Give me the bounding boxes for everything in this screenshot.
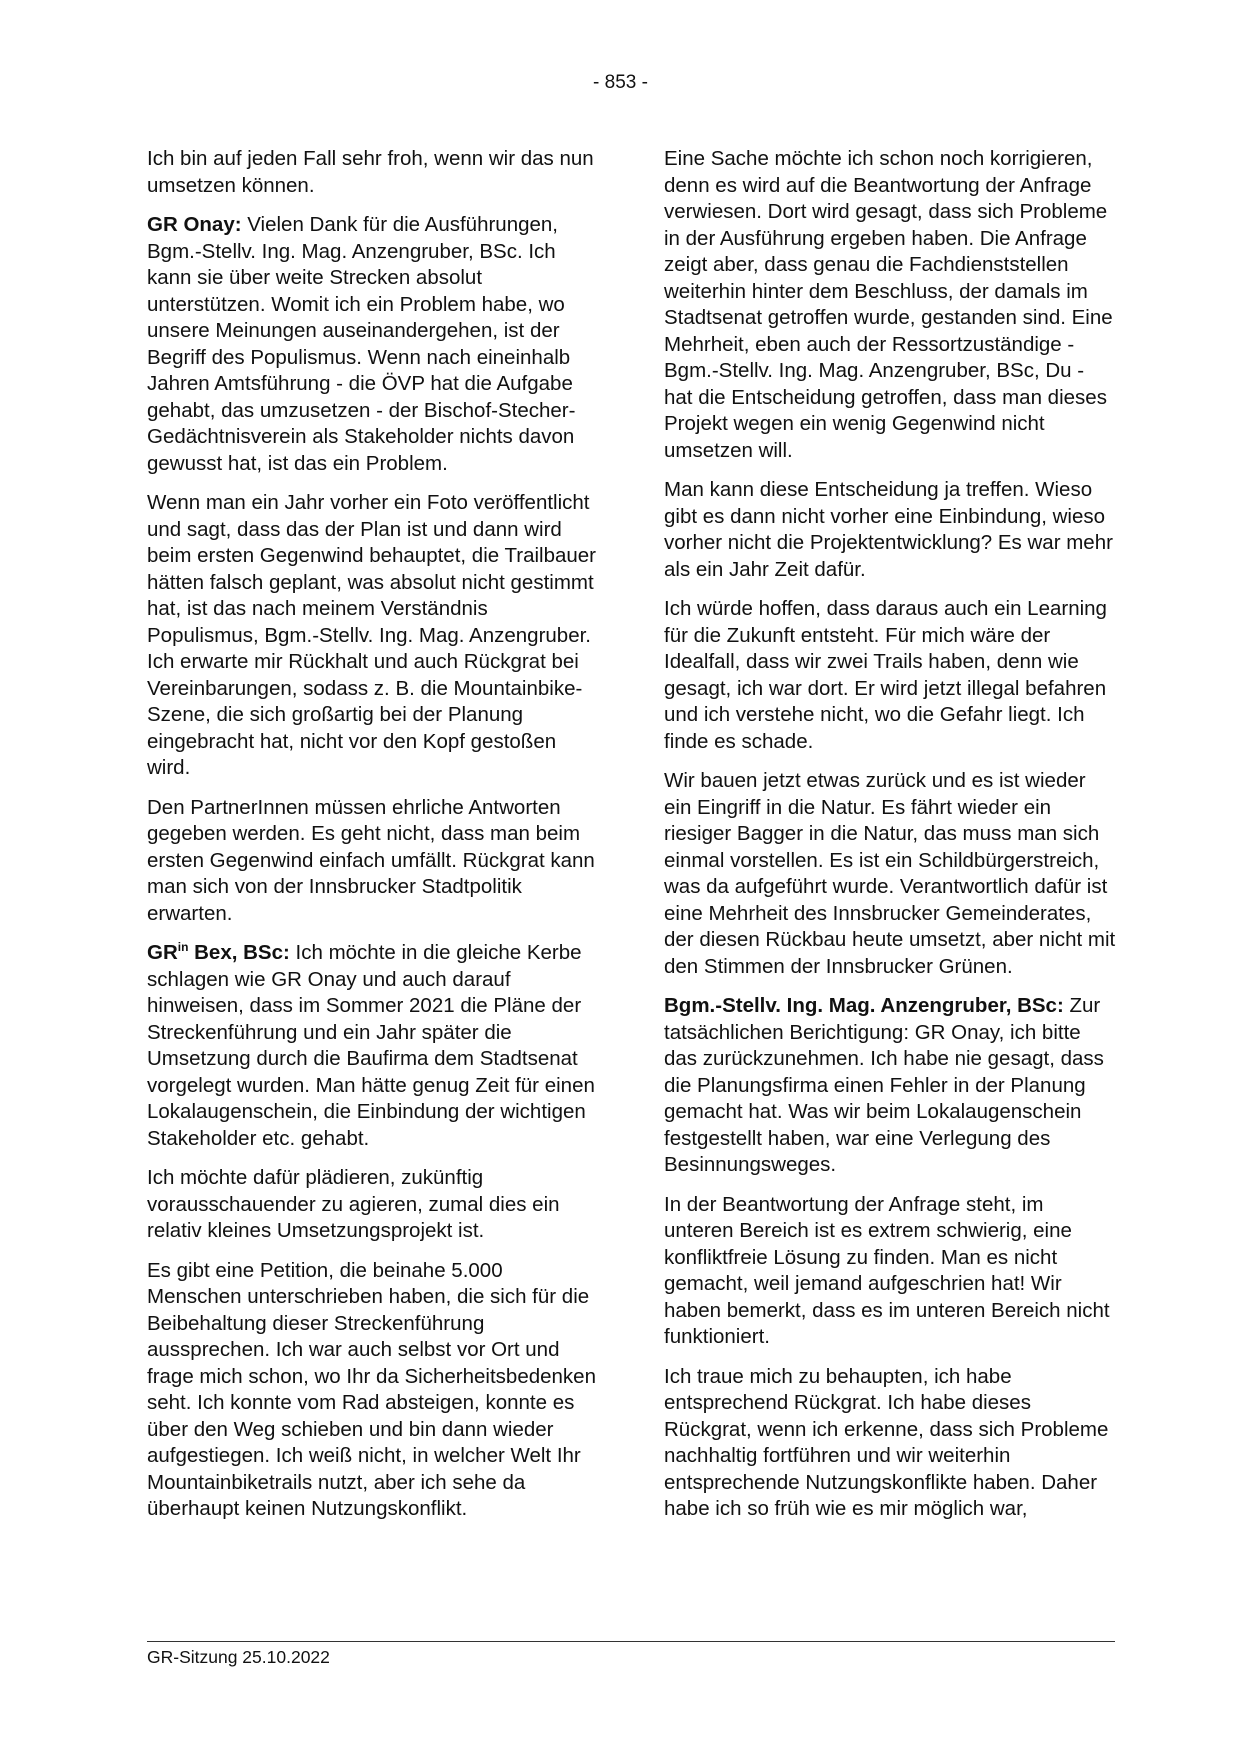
speaker-name: Bgm.-Stellv. Ing. Mag. Anzengruber, BSc:: [664, 994, 1064, 1017]
paragraph: Ich würde hoffen, dass daraus auch ein Learning für die Zukunft entsteht. Für mich wäre der Idealfall, dass wir zwei Trails haben, denn wie gesagt, ich war dort. Er wird jetzt illegal befahren und ich verstehe nicht, wo die Gefahr liegt. Ich finde es schade.: [664, 597, 1107, 753]
paragraph: In der Beantwortung der Anfrage steht, im unteren Bereich ist es extrem schwierig, eine konfliktfreie Lösung zu finden. Man es nicht gemacht, weil jemand aufgeschrien hat! Wir haben bemerkt, dass es im unteren Bereich nicht funktioniert.: [664, 1192, 1110, 1348]
paragraph: Eine Sache möchte ich schon noch korrigieren, denn es wird auf die Beantwortung der Anfrage verwiesen. Dort wird gesagt, dass sich Probleme in der Ausführung ergeben haben. Die Anfrage zeigt aber, dass genau die Fachdienststellen weiterhin hinter dem Beschluss, der damals im Stadtsenat getroffen wurde, gestanden sind. Eine Mehrheit, eben auch der Ressortzuständige - Bgm.-Stellv. Ing. Mag. Anzengruber, BSc, Du - hat die Entscheidung getroffen, dass man dieses Projekt wegen ein wenig Gegenwind nicht umsetzen will.: [664, 147, 1113, 462]
paragraph: Bgm.-Stellv. Ing. Mag. Anzengruber, BSc: Zur tatsächlichen Berichtigung: GR Onay, ich bitte das zurückzunehmen. Ich habe nie gesagt, dass die Planungsfirma einen Fehler in der Planung gemacht hat. Was wir beim Lokalaugenschein festgestellt haben, war eine Verlegung des Besinnungsweges.: [664, 994, 1104, 1176]
page-number: - 853 -: [593, 72, 648, 93]
paragraph: $GR^{in}$ Bex, BSc: Ich möchte in die gleiche Kerbe schlagen wie GR Onay und auch darauf hinweisen, dass im Sommer 2021 die Pläne der Streckenführung und ein Jahr später die Umsetzung durch die Baufirma dem Stadtsenat vorgelegt wurden. Man hätte genug Zeit für einen Lokalaugenschein, die Einbindung der wichtigen Stakeholder etc. gehabt.: [147, 940, 595, 1150]
paragraph: Ich bin auf jeden Fall sehr froh, wenn wir das nun umsetzen können.: [147, 147, 594, 197]
speaker-name: GR Onay:: [147, 213, 242, 236]
paragraph: Es gibt eine Petition, die beinahe 5.000 Menschen unterschrieben haben, die sich für die Beibehaltung dieser Streckenführung aussprechen. Ich war auch selbst vor Ort und frage mich schon, wo Ihr da Sicherheitsbedenken seht. Ich konnte vom Rad absteigen, konnte es über den Weg schieben und bin dann wieder aufgestiegen. Ich weiß nicht, in welcher Welt Ihr Mountainbiketrails nutzt, aber ich sehe da überhaupt keinen Nutzungskonflikt.: [147, 1258, 596, 1520]
right-column: [664, 146, 1116, 1523]
paragraph: Ich möchte dafür plädieren, zukünftig vorausschauender zu agieren, zumal dies ein relativ kleines Umsetzungsprojekt ist.: [147, 1166, 560, 1242]
paragraph: Man kann diese Entscheidung ja treffen. Wieso gibt es dann nicht vorher eine Einbindung, wieso vorher nicht die Projektentwicklung? Es war mehr als ein Jahr Zeit dafür.: [664, 478, 1113, 581]
paragraph: GR Onay: Vielen Dank für die Ausführungen, Bgm.-Stellv. Ing. Mag. Anzengruber, BSc. Ich kann sie über weite Strecken absolut unterstützen. Womit ich ein Problem habe, wo unsere Meinungen auseinandergehen, ist der Begriff des Populismus. Wenn nach eineinhalb Jahren Amtsführung - die ÖVP hat die Aufgabe gehabt, das umzusetzen - der Bischof-Stecher-Gedächtnisverein als Stakeholder nichts davon gewusst hat, ist das ein Problem.: [147, 213, 576, 475]
speaker-name: $GR^{in}$ Bex, BSc:: [147, 940, 290, 964]
paragraph: Wir bauen jetzt etwas zurück und es ist wieder ein Eingriff in die Natur. Es fährt wieder ein riesiger Bagger in die Natur, das muss man sich einmal vorstellen. Es ist ein Schildbürgerstreich, was da aufgeführt wurde. Verantwortlich dafür ist eine Mehrheit des Innsbrucker Gemeinderates, der diesen Rückbau heute umsetzt, aber nicht mit den Stimmen der Innsbrucker Grünen.: [664, 769, 1116, 978]
footer-divider: [147, 1641, 1115, 1642]
footer-session-date: GR-Sitzung 25.10.2022: [147, 1647, 330, 1667]
paragraph: Ich traue mich zu behaupten, ich habe entsprechend Rückgrat. Ich habe dieses Rückgrat, wenn ich erkenne, dass sich Probleme nachhaltig fortführen und wir weiterhin entsprechende Nutzungskonflikte haben. Daher habe ich so früh wie es mir möglich war,: [664, 1364, 1109, 1520]
paragraph: Den PartnerInnen müssen ehrliche Antworten gegeben werden. Es geht nicht, dass man beim ersten Gegenwind einfach umfällt. Rückgrat kann man sich von der Innsbrucker Stadtpolitik erwarten.: [147, 795, 595, 925]
paragraph: Wenn man ein Jahr vorher ein Foto veröffentlicht und sagt, dass das der Plan ist und dann wird beim ersten Gegenwind behauptet, die Trailbauer hätten falsch geplant, was absolut nicht gestimmt hat, ist das nach meinem Verständnis Populismus, Bgm.-Stellv. Ing. Mag. Anzengruber. Ich erwarte mir Rückhalt und auch Rückgrat bei Vereinbarungen, sodass z. B. die Mountainbike-Szene, die sich großartig bei der Planung eingebracht hat, nicht vor den Kopf gestoßen wird.: [147, 491, 597, 779]
left-column: [147, 146, 599, 1523]
